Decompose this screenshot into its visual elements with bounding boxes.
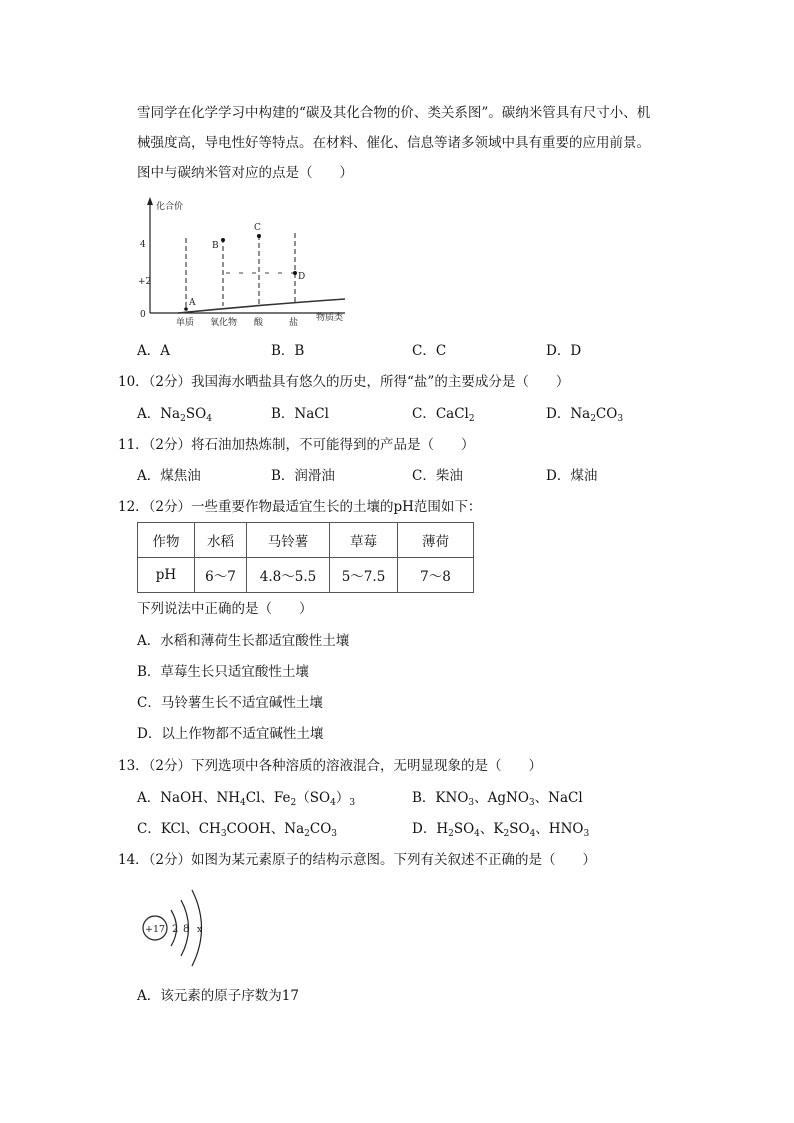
y-axis-arrow — [147, 197, 153, 205]
q10-option-a[interactable]: A．$Na_2SO_4$ — [137, 406, 212, 424]
point-b-label: B — [212, 241, 219, 251]
q13-option-d[interactable]: D．$H_2SO_4$、$K_2SO_4$、$HNO_3$ — [412, 821, 590, 839]
q9-text-line3: 图中与碳纳米管对应的点是（ ） — [137, 165, 353, 181]
q11-stem: 11．（2分）将石油加热炼制，不可能得到的产品是（ ） — [118, 437, 475, 453]
q9-option-a[interactable]: A．A — [137, 343, 170, 359]
table-cell: pH — [138, 558, 195, 593]
q13-option-c[interactable]: C．KCl、$CH_3COOH$、$Na_2CO_3$ — [137, 821, 338, 839]
category-acid: 酸 — [254, 318, 264, 328]
q11-option-a[interactable]: A．煤焦油 — [137, 468, 201, 484]
category-oxide: 氧化物 — [210, 318, 238, 328]
point-a-label: A — [189, 298, 196, 308]
table-cell: 5～7.5 — [330, 558, 398, 593]
table-header-cell: 马铃薯 — [247, 523, 330, 558]
q12-option-a[interactable]: A．水稻和薄荷生长都适宜酸性土壤 — [137, 633, 350, 649]
q9-option-c[interactable]: C．C — [412, 343, 447, 359]
q12-option-b[interactable]: B．草莓生长只适宜酸性土壤 — [137, 664, 309, 680]
table-header-cell: 薄荷 — [398, 523, 474, 558]
point-b — [221, 238, 225, 242]
q9-text-line2: 械强度高，导电性好等特点。在材料、催化、信息等诸多领域中具有重要的应用前景。 — [137, 135, 650, 151]
q12-stem: 12．（2分）一些重要作物最适宜生长的土壤的pH范围如下： — [118, 499, 482, 515]
ph-table — [137, 522, 474, 593]
q14-stem: 14．（2分）如图为某元素原子的结构示意图。下列有关叙述不正确的是（ ） — [118, 852, 597, 868]
q12-option-c[interactable]: C．马铃薯生长不适宜碱性土壤 — [137, 695, 323, 711]
table-header-cell: 作物 — [138, 523, 195, 558]
q11-option-b[interactable]: B．润滑油 — [271, 468, 335, 484]
point-c-label: C — [254, 223, 261, 233]
y-tick-0: 0 — [140, 310, 146, 320]
table-cell: 4.8～5.5 — [247, 558, 330, 593]
table-row — [138, 523, 474, 558]
point-a — [184, 307, 188, 311]
table-header-cell: 草莓 — [330, 523, 398, 558]
q13-option-a[interactable]: A．NaOH、$NH_4Cl$、$Fe_2(SO_4)_3$ — [137, 790, 356, 808]
y-axis-label: 化合价 — [156, 202, 184, 212]
q10-option-d[interactable]: D．$Na_2CO_3$ — [546, 406, 624, 424]
point-d — [293, 271, 297, 275]
q10-option-b[interactable]: B．NaCl — [271, 406, 329, 422]
x-axis-label: 物质类 — [316, 313, 344, 323]
q12-prompt: 下列说法中正确的是（ ） — [137, 601, 313, 617]
table-row — [138, 558, 474, 593]
baseline-curve — [178, 299, 345, 313]
point-c — [257, 234, 261, 238]
q11-option-d[interactable]: D．煤油 — [546, 468, 598, 484]
category-salt: 盐 — [289, 318, 299, 328]
q12-option-d[interactable]: D．以上作物都不适宜碱性土壤 — [137, 726, 324, 742]
carbon-valence-class-figure — [138, 193, 353, 328]
q9-option-d[interactable]: D．D — [546, 343, 582, 359]
point-d-label: D — [298, 272, 306, 282]
nucleus-charge: +17 — [145, 924, 166, 935]
atom-structure-diagram — [138, 882, 218, 974]
table-header-cell: 水稻 — [195, 523, 247, 558]
q9-text-line1: 雪同学在化学学习中构建的“碳及其化合物的价、类关系图”。碳纳米管具有尺寸小、机 — [137, 105, 651, 121]
q11-option-c[interactable]: C．柴油 — [412, 468, 463, 484]
q9-option-b[interactable]: B．B — [271, 343, 305, 359]
q14-option-a[interactable]: A．该元素的原子序数为17 — [137, 988, 299, 1004]
y-tick-2: +2 — [138, 277, 152, 287]
table-cell: 6～7 — [195, 558, 247, 593]
shell-3-count: x — [197, 925, 203, 935]
q10-option-c[interactable]: C．CaCl$_2$ — [412, 406, 475, 424]
category-elemental: 单质 — [176, 318, 195, 328]
q10-stem: 10．（2分）我国海水晒盐具有悠久的历史，所得“盐”的主要成分是（ ） — [118, 374, 570, 390]
q13-option-b[interactable]: B．$KNO_3$、AgNO$_3$、NaCl — [412, 790, 583, 808]
y-tick-4: 4 — [140, 240, 146, 250]
shell-2-count: 8 — [183, 924, 190, 935]
table-cell: 7～8 — [398, 558, 474, 593]
shell-1-count: 2 — [172, 924, 179, 935]
q13-stem: 13．（2分）下列选项中各种溶质的溶液混合，无明显现象的是（ ） — [118, 758, 543, 774]
